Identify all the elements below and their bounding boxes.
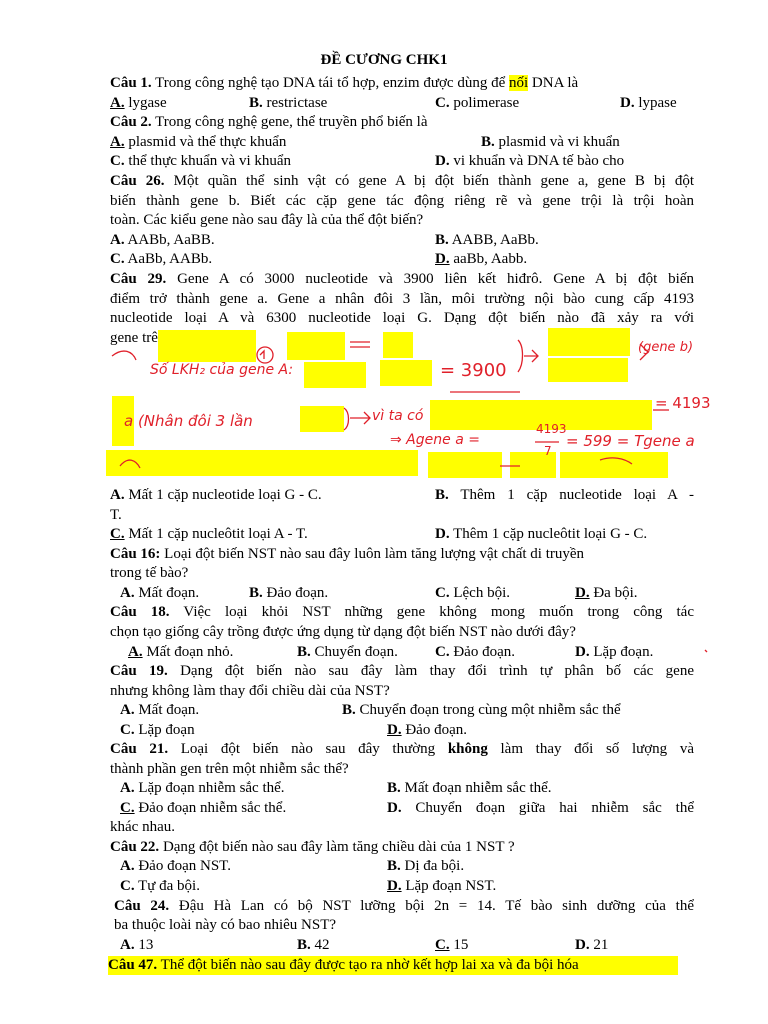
option-b: B. 42 bbox=[297, 937, 330, 953]
option-d: D. Đảo đoạn. bbox=[387, 722, 467, 738]
note-text: a (Nhân đôi 3 lần bbox=[124, 412, 253, 430]
page-title: ĐỀ CƯƠNG CHK1 bbox=[320, 52, 448, 68]
option-a: A. plasmid và thể thực khuẩn bbox=[110, 134, 287, 150]
question-text: gene trê bbox=[110, 330, 158, 346]
question-21: Câu 21. Loại đột biến nào sau đây thường không làm thay đổi số lượng và bbox=[110, 741, 694, 757]
note-text: 7 bbox=[544, 444, 552, 458]
option-a: A. Đảo đoạn NST. bbox=[120, 858, 231, 874]
option-b: B. AABB, AaBb. bbox=[435, 232, 539, 248]
note-text: vì ta có bbox=[372, 408, 424, 424]
option-d: D. Chuyển đoạn giữa hai nhiễm sắc thể bbox=[387, 800, 694, 816]
question-text: DNA là bbox=[528, 75, 579, 91]
option-c: C. polimerase bbox=[435, 95, 520, 111]
note-text: 4193 bbox=[536, 422, 567, 436]
option-a: A. Mất đoạn. bbox=[120, 702, 200, 718]
option-c: C. Mất 1 cặp nucleôtit loại A - T. bbox=[110, 526, 308, 542]
question-text: Trong công nghệ tạo DNA tái tổ hợp, enzim được dùng để bbox=[151, 75, 509, 91]
option-b: B. Thêm 1 cặp nucleotide loại A - bbox=[435, 487, 694, 503]
option-a: A. lygase bbox=[110, 95, 167, 111]
note-text: = 4193 bbox=[655, 394, 711, 412]
question-18: Câu 18. Việc loại khỏi NST những gene không mong muốn trong công tác bbox=[110, 604, 694, 620]
question-text: điểm trở thành gene a. Gene a nhân đôi 3 lần, môi trường nội bào cung cấp 4193 bbox=[110, 291, 694, 307]
option-b: B. plasmid và vi khuẩn bbox=[481, 134, 620, 150]
option-a: A. Lặp đoạn nhiễm sắc thể. bbox=[120, 780, 285, 796]
option-a: A. AABb, AaBB. bbox=[110, 232, 215, 248]
option-c: C. Đảo đoạn. bbox=[435, 644, 515, 660]
option-a: A. Mất đoạn. bbox=[120, 585, 200, 601]
option-a: A. Mất 1 cặp nucleotide loại G - C. bbox=[110, 487, 322, 503]
question-text: toàn. Các kiểu gene nào sau đây là của thể đột biến? bbox=[110, 212, 424, 228]
option-b: B. restrictase bbox=[249, 95, 328, 111]
option-d: D. 21 bbox=[575, 937, 609, 953]
option-b: B. Dị đa bội. bbox=[387, 858, 465, 874]
question-47: Câu 47. Thể đột biến nào sau đây được tạo ra nhờ kết hợp lai xa và đa bội hóa bbox=[108, 956, 678, 975]
option-d: D. aaBb, Aabb. bbox=[435, 251, 528, 267]
option-b: B. Chuyển đoạn. bbox=[297, 644, 398, 660]
option-c: C. thể thực khuẩn và vi khuẩn bbox=[110, 153, 292, 169]
question-19: Câu 19. Dạng đột biến nào sau đây làm thay đổi trình tự phân bố các gene bbox=[110, 663, 694, 679]
option-a: A. 13 bbox=[120, 937, 154, 953]
question-text: chọn tạo giống cây trồng được ứng dụng từ dạng đột biến NST nào dưới đây? bbox=[110, 624, 576, 640]
question-text: nucleotide loại A và 6300 nucleotide loại G. Dạng đột biến nào đã xảy ra với bbox=[110, 310, 694, 326]
question-2: Câu 2. Trong công nghệ gene, thể truyền phổ biến là bbox=[110, 114, 428, 130]
note-text: ⇒ Agene a = bbox=[390, 432, 480, 448]
option-d-continued: khác nhau. bbox=[110, 819, 175, 835]
note-text: Số LKH₂ của gene A: bbox=[150, 362, 294, 378]
question-29: Câu 29. Gene A có 3000 nucleotide và 3900 liên kết hiđrô. Gene A bị đột biến bbox=[110, 271, 694, 287]
question-24: Câu 24. Đậu Hà Lan có bộ NST lưỡng bội 2n = 14. Tế bào sinh dưỡng của thể bbox=[114, 898, 694, 914]
option-d: D. Thêm 1 cặp nucleôtit loại G - C. bbox=[435, 526, 648, 542]
option-c: C. AaBb, AABb. bbox=[110, 251, 213, 267]
question-text: ba thuộc loài này có bao nhiêu NST? bbox=[114, 917, 337, 933]
option-d: D. Lặp đoạn. bbox=[575, 644, 654, 660]
option-c: C. Tự đa bội. bbox=[120, 878, 200, 894]
option-b: B. Đảo đoạn. bbox=[249, 585, 329, 601]
note-text: = 3900 bbox=[440, 360, 507, 381]
question-26: Câu 26. Một quần thể sinh vật có gene A bị đột biến thành gene a, gene B bị đột bbox=[110, 173, 694, 189]
highlighted-word: nối bbox=[508, 75, 529, 91]
question-22: Câu 22. Dạng đột biến nào sau đây làm tăng chiều dài của 1 NST ? bbox=[110, 839, 515, 855]
question-text: thành phần gen trên một nhiễm sắc thể? bbox=[110, 761, 349, 777]
option-c: C. Đảo đoạn nhiễm sắc thể. bbox=[120, 800, 287, 816]
option-c: C. 15 bbox=[435, 937, 469, 953]
question-text: nhưng không làm thay đổi chiều dài của NST? bbox=[110, 683, 390, 699]
option-c: C. Lặp đoạn bbox=[120, 722, 195, 738]
question-16: Câu 16: Loại đột biến NST nào sau đây luôn làm tăng lượng vật chất di truyền bbox=[110, 546, 585, 562]
option-a: A. Mất đoạn nhỏ. bbox=[128, 644, 234, 660]
note-text: = 599 = Tgene a bbox=[566, 432, 695, 450]
option-d: D. Đa bội. bbox=[575, 585, 638, 601]
option-c: C. Lệch bội. bbox=[435, 585, 510, 601]
option-b: B. Chuyển đoạn trong cùng một nhiễm sắc thể bbox=[342, 702, 621, 718]
option-d: D. lypase bbox=[620, 95, 677, 111]
question-text: biến thành gene b. Biết các cặp gene tác động riêng rẽ và gene trội là trội hoàn bbox=[110, 193, 694, 209]
option-b-continued: T. bbox=[110, 507, 122, 523]
option-b: B. Mất đoạn nhiễm sắc thể. bbox=[387, 780, 552, 796]
question-text: trong tế bào? bbox=[110, 565, 189, 581]
note-text: (gene b) bbox=[638, 340, 694, 355]
option-d: D. Lặp đoạn NST. bbox=[387, 878, 497, 894]
question-number: Câu 1. bbox=[110, 75, 152, 91]
option-d: D. vi khuẩn và DNA tế bào cho bbox=[435, 153, 625, 169]
